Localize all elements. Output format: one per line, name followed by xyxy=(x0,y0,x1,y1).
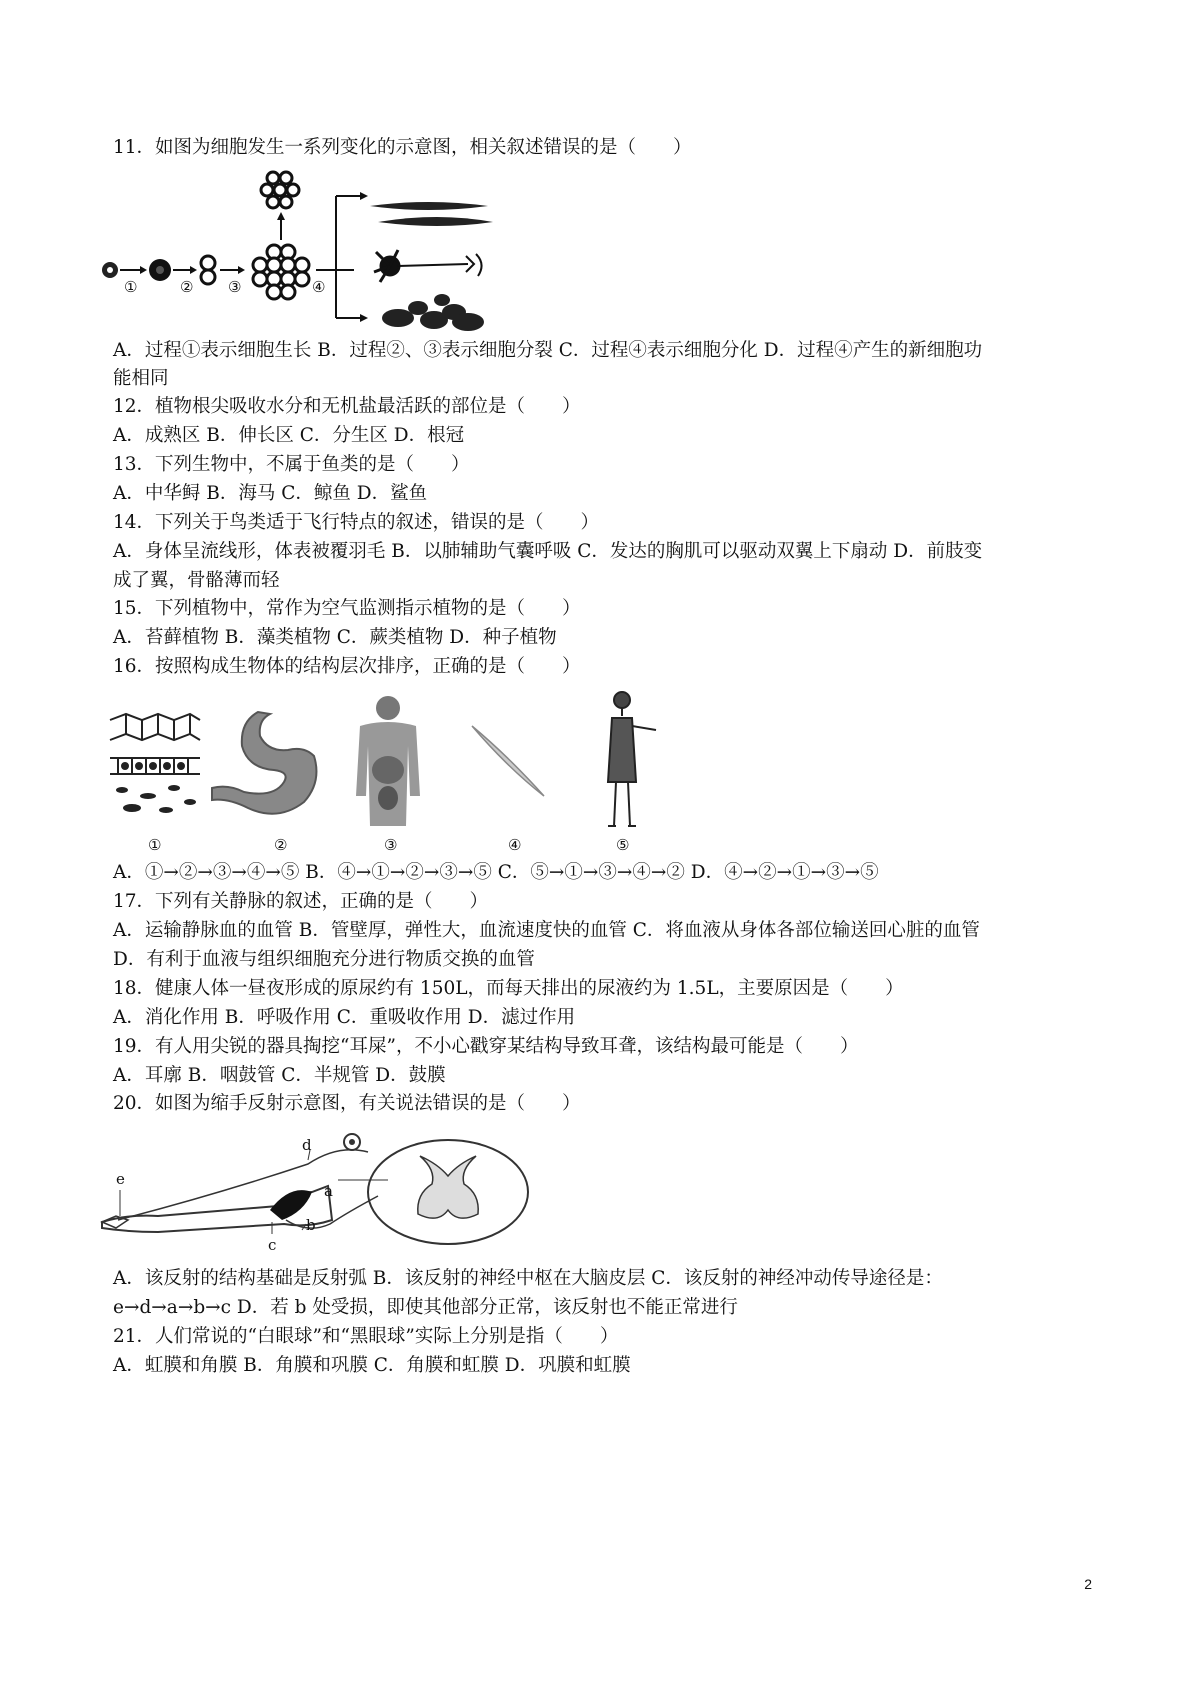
q19-options: A．耳廓 B．咽鼓管 C．半规管 D．鼓膜 xyxy=(113,1065,446,1086)
q21-options: A．虹膜和角膜 B．角膜和巩膜 C．角膜和虹膜 D．巩膜和虹膜 xyxy=(113,1355,631,1376)
reflex-label-e: e xyxy=(116,1170,125,1188)
q17-options-cont: D．有利于血液与组织细胞充分进行物质交换的血管 xyxy=(113,949,535,970)
q11-fig-label: ④ xyxy=(312,278,326,296)
q14-options: A．身体呈流线形，体表被覆羽毛 B．以肺辅助气囊呼吸 C．发达的胸肌可以驱动双翼上下扇动 D．前肢变 xyxy=(113,541,983,562)
q16-fig-label: ① xyxy=(148,836,162,854)
reflex-label-a: a xyxy=(324,1182,333,1200)
q16-options: A．①→②→③→④→⑤ B．④→①→②→③→⑤ C．⑤→①→③→④→② D．④→②→①→③→⑤ xyxy=(113,862,879,883)
spindle-cell-image xyxy=(472,726,544,796)
q18-stem: 18．健康人体一昼夜形成的原尿约有 150L，而每天排出的尿液约为 1.5L，主要原因是（ ） xyxy=(113,978,904,999)
muscle-cells xyxy=(370,202,493,226)
q11-fig-label: ② xyxy=(180,278,194,296)
q11-options: A．过程①表示细胞生长 B．过程②、③表示细胞分裂 C．过程④表示细胞分化 D．过程④产生的新细胞功 xyxy=(113,340,983,361)
neuron-cell xyxy=(374,250,482,282)
q16-fig-label: ③ xyxy=(384,836,398,854)
reflex-label-b: b xyxy=(306,1216,316,1234)
q12-options: A．成熟区 B．伸长区 C．分生区 D．根冠 xyxy=(113,425,465,446)
human-body-image xyxy=(356,696,420,826)
q16-fig-label: ② xyxy=(274,836,288,854)
q15-options: A．苔藓植物 B．藻类植物 C．蕨类植物 D．种子植物 xyxy=(113,627,557,648)
q11-options-cont: 能相同 xyxy=(113,368,169,389)
q17-stem: 17．下列有关静脉的叙述，正确的是（ ） xyxy=(113,891,489,912)
q21-stem: 21．人们常说的“白眼球”和“黑眼球”实际上分别是指（ ） xyxy=(113,1326,619,1347)
q16-fig-label: ⑤ xyxy=(616,836,630,854)
girl-image xyxy=(608,692,656,826)
q13-options: A．中华鲟 B．海马 C．鲸鱼 D．鲨鱼 xyxy=(113,483,428,504)
q20-options-cont: e→d→a→b→c D．若 b 处受损，即使其他部分正常，该反射也不能正常进行 xyxy=(113,1297,738,1318)
reflex-label-c: c xyxy=(268,1236,277,1254)
reflex-label-d: d xyxy=(302,1136,312,1154)
q11-stem: 11．如图为细胞发生一系列变化的示意图，相关叙述错误的是（ ） xyxy=(113,137,692,158)
q11-fig-label: ③ xyxy=(228,278,242,296)
q15-stem: 15．下列植物中，常作为空气监测指示植物的是（ ） xyxy=(113,598,581,619)
q12-stem: 12．植物根尖吸收水分和无机盐最活跃的部位是（ ） xyxy=(113,396,581,417)
q11-fig-label: ① xyxy=(124,278,138,296)
tissue-cells xyxy=(382,294,484,331)
cell-change-figure xyxy=(98,168,498,334)
cell-mass xyxy=(253,245,309,299)
q20-stem: 20．如图为缩手反射示意图，有关说法错误的是（ ） xyxy=(113,1093,581,1114)
q18-options: A．消化作用 B．呼吸作用 C．重吸收作用 D．滤过作用 xyxy=(113,1007,576,1028)
q19-stem: 19．有人用尖锐的器具掏挖“耳屎”，不小心戳穿某结构导致耳聋，该结构最可能是（ ） xyxy=(113,1036,859,1057)
q13-stem: 13．下列生物中，不属于鱼类的是（ ） xyxy=(113,454,470,475)
page-number: 2 xyxy=(1084,1576,1092,1592)
reflex-arc-figure xyxy=(98,1124,538,1254)
structure-levels-figure xyxy=(108,686,688,866)
q14-options-cont: 成了翼，骨骼薄而轻 xyxy=(113,570,280,591)
q14-stem: 14．下列关于鸟类适于飞行特点的叙述，错误的是（ ） xyxy=(113,512,600,533)
q17-options: A．运输静脉血的血管 B．管壁厚，弹性大，血流速度快的血管 C．将血液从身体各部位输送回心脏的血管 xyxy=(113,920,980,941)
q16-fig-label: ④ xyxy=(508,836,522,854)
q16-stem: 16．按照构成生物体的结构层次排序，正确的是（ ） xyxy=(113,656,581,677)
q20-options: A．该反射的结构基础是反射弧 B．该反射的神经中枢在大脑皮层 C．该反射的神经冲动传导途径是： xyxy=(113,1268,943,1289)
stomach-image xyxy=(212,712,316,814)
